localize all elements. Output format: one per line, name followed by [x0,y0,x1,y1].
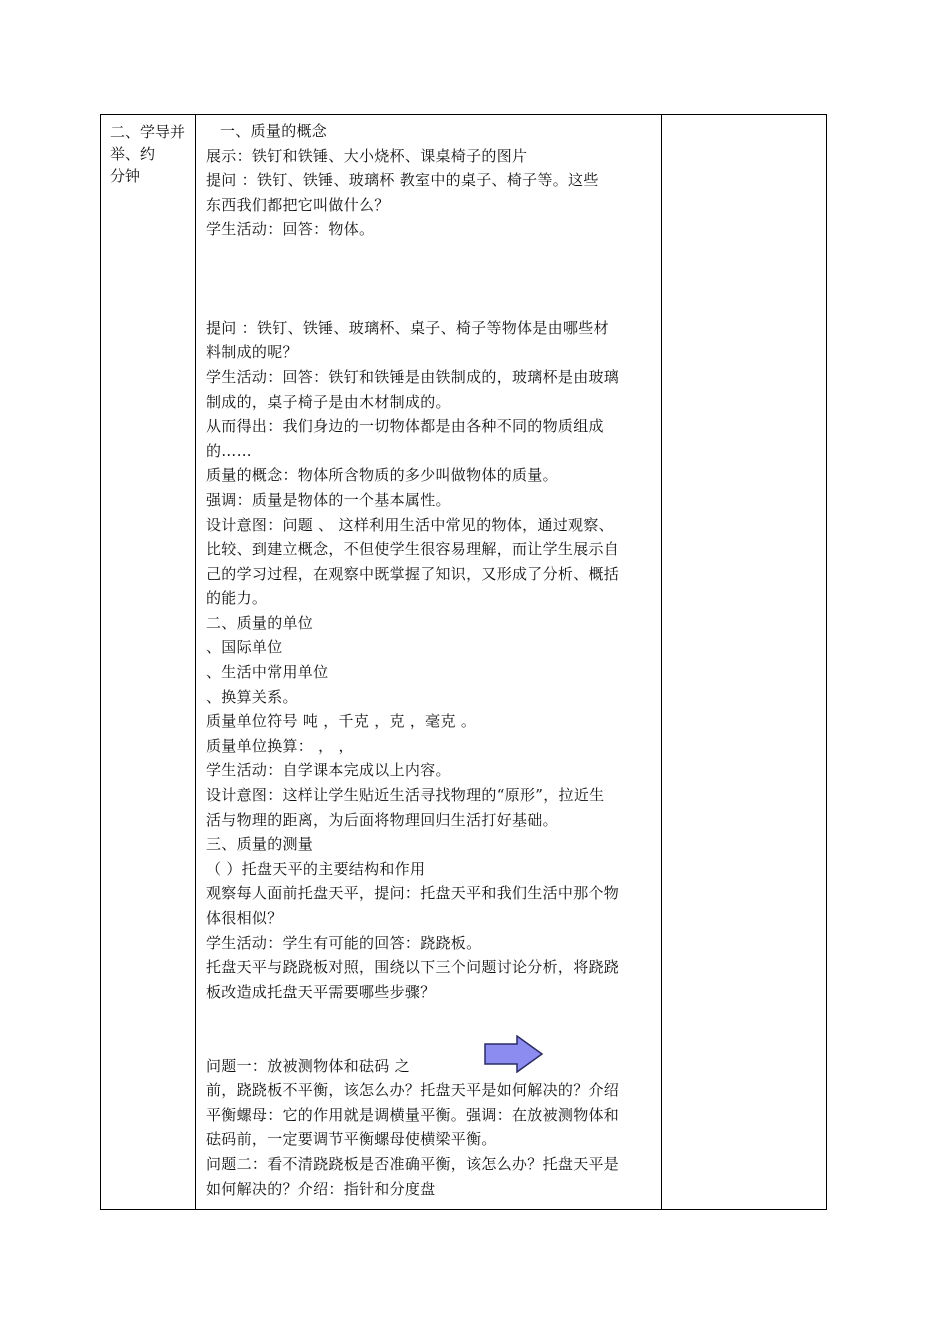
stage-label-line-2: 举、约 [110,145,156,163]
stage-label-line-1: 二、学导并 [110,123,186,141]
text-line: 东西我们都把它叫做什么？ [206,195,390,214]
text-line: 、生活中常用单位 [206,663,329,682]
text-line: 学生活动：学生有可能的回答：跷跷板。 [206,933,482,952]
blank-line [206,1029,658,1054]
text-line: 学生活动：回答：铁钉和铁锤是由铁制成的，玻璃杯是由玻璃 [206,367,620,386]
text-line: 体很相似？ [206,909,283,927]
stage-label-cell [110,121,190,187]
text-line: 、换算关系。 [206,687,298,706]
text-line: 设计意图：问题 、 这样利用生活中常见的物体，通过观察、 [206,515,614,534]
blank-line [206,242,658,267]
text-line: 比较、到建立概念，不但使学生很容易理解，而让学生展示自 [206,540,620,559]
text-line: 的能力。 [206,589,268,608]
blank-line [206,1004,658,1029]
text-line: 质量单位符号 吨 ，千克 ，克 ，毫克 。 [206,712,477,731]
text-line: 砝码前，一定要调节平衡螺母使横梁平衡。 [206,1130,497,1149]
stage-label-line-3: 分钟 [110,167,141,185]
text-line: 质量单位换算： ， ， [206,736,354,755]
text-line: 前，跷跷板不平衡，该怎么办？托盘天平是如何解决的？介绍 [206,1081,620,1100]
blank-line [206,267,658,292]
text-line: 质量的概念：物体所含物质的多少叫做物体的质量。 [206,466,558,485]
column-divider-2 [661,115,662,1209]
text-line: 设计意图：这样让学生贴近生活寻找物理的“原形”，拉近生 [206,786,605,805]
text-line: 如何解决的？介绍：指针和分度盘 [206,1179,436,1198]
text-line: 学生活动：回答：物体。 [206,220,375,239]
text-line: 制成的，桌子椅子是由木材制成的。 [206,392,451,411]
text-line: 托盘天平与跷跷板对照，围绕以下三个问题讨论分析，将跷跷 [206,958,620,977]
text-line: 问题一：放被测物体和砝码 之 [206,1056,410,1075]
column-divider-1 [195,115,196,1209]
text-line: 提问 ：铁钉、铁锤、玻璃杯、桌子、椅子等物体是由哪些材 [206,318,609,337]
section-heading-mass-measurement: 三、质量的测量 [206,835,314,854]
text-line: 从而得出：我们身边的一切物体都是由各种不同的物质组成 [206,417,604,436]
text-line: （ ）托盘天平的主要结构和作用 [206,859,426,878]
text-line: 学生活动：自学课本完成以上内容。 [206,761,451,780]
lesson-table [100,114,827,1210]
lesson-content-cell [206,119,658,1201]
text-line: 板改造成托盘天平需要哪些步骤？ [206,982,436,1001]
text-line: 料制成的呢？ [206,343,298,362]
text-line: 活与物理的距离，为后面将物理回归生活打好基础。 [206,810,558,829]
text-line: 平衡螺母：它的作用就是调横量平衡。强调：在放被测物体和 [206,1105,620,1124]
blank-line [206,291,658,316]
text-line: 的…… [206,441,252,460]
text-line: 提问 ：铁钉、铁锤、玻璃杯 教室中的桌子、椅子等。这些 [206,171,599,190]
text-line: 强调：质量是物体的一个基本属性。 [206,490,451,509]
right-arrow-icon [484,1035,544,1073]
text-line: 问题二：看不清跷跷板是否准确平衡，该怎么办？托盘天平是 [206,1154,620,1173]
section-heading-mass-concept: 一、质量的概念 [220,122,328,140]
text-line: 己的学习过程，在观察中既掌握了知识，又形成了分析、概括 [206,564,620,583]
text-line: 观察每人面前托盘天平，提问：托盘天平和我们生活中那个物 [206,884,620,903]
text-line: 展示：铁钉和铁锤、大小烧杯、课桌椅子的图片 [206,146,528,165]
section-heading-mass-unit: 二、质量的单位 [206,613,314,632]
text-line: 、国际单位 [206,638,283,657]
